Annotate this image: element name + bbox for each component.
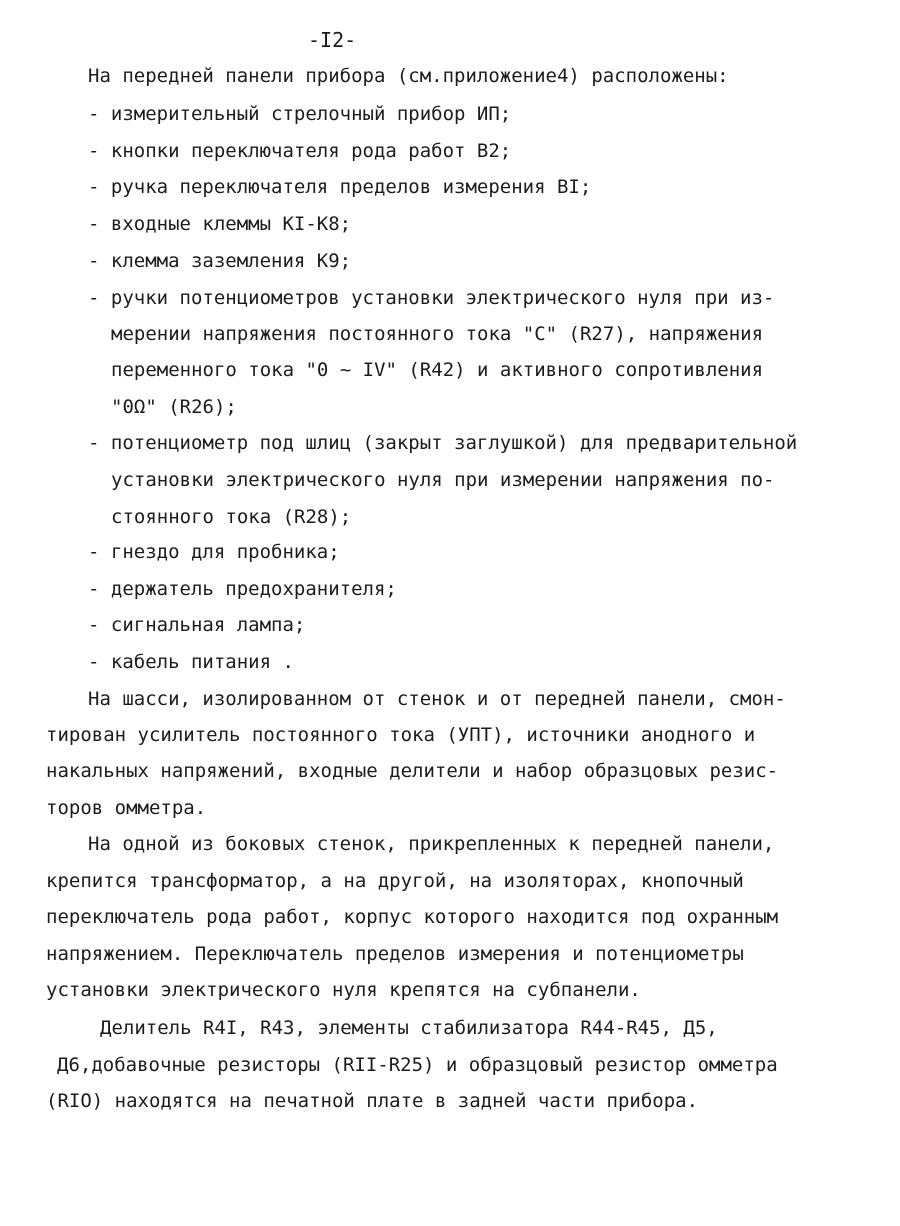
paragraph-line: (RIO) находятся на печатной плате в задней части прибора.	[46, 1090, 699, 1112]
list-item: - кнопки переключателя рода работ В2;	[88, 140, 512, 162]
paragraph-line: На одной из боковых стенок, прикрепленных к передней панели,	[88, 833, 775, 855]
list-item: - измерительный стрелочный прибор ИП;	[88, 103, 512, 125]
list-item-continuation: мерении напряжения постоянного тока "С" (R27), напряжения	[111, 323, 764, 345]
page-number: -I2-	[308, 28, 357, 52]
list-item: - входные клеммы КI-К8;	[88, 213, 352, 235]
paragraph-line: тирован усилитель постоянного тока (УПТ), источники анодного и	[46, 724, 756, 746]
list-item: - ручка переключателя пределов измерения ВI;	[88, 176, 592, 198]
paragraph-line: торов омметра.	[46, 797, 207, 819]
list-item-continuation: "0Ω" (R26);	[111, 396, 237, 418]
paragraph-line: крепится трансформатор, а на другой, на изоляторах, кнопочный	[46, 870, 744, 892]
list-item-continuation: стоянного тока (R28);	[111, 506, 352, 528]
paragraph-line: напряжением. Переключатель пределов измерения и потенциометры	[46, 943, 744, 965]
list-item: - держатель предохранителя;	[88, 578, 397, 600]
list-item: - сигнальная лампа;	[88, 614, 306, 636]
paragraph-line: установки электрического нуля крепятся на субпанели.	[46, 979, 641, 1001]
list-item-continuation: установки электрического нуля при измерении напряжения по-	[111, 469, 775, 491]
paragraph-line: накальных напряжений, входные делители и набор образцовых резис-	[46, 760, 779, 782]
paragraph-line: Делитель R4I, R43, элементы стабилизатора R44-R45, Д5,	[100, 1017, 718, 1039]
list-item: - клемма заземления К9;	[88, 250, 352, 272]
list-item: - ручки потенциометров установки электрического нуля при из-	[88, 287, 775, 309]
paragraph-line: Д6,добавочные резисторы (RII-R25) и образцовый резистор омметра	[57, 1054, 778, 1076]
list-item: - потенциометр под шлиц (закрыт заглушкой) для предварительной	[88, 432, 798, 454]
list-item: - кабель питания .	[88, 651, 294, 673]
intro-line: На передней панели прибора (см.приложение4) расположены:	[88, 65, 729, 87]
paragraph-line: переключатель рода работ, корпус которого находится под охранным	[46, 906, 779, 928]
list-item: - гнездо для пробника;	[88, 541, 340, 563]
paragraph-line: На шасси, изолированном от стенок и от передней панели, смон-	[88, 688, 786, 710]
list-item-continuation: переменного тока "0 ~ IV" (R42) и активного сопротивления	[111, 359, 764, 381]
